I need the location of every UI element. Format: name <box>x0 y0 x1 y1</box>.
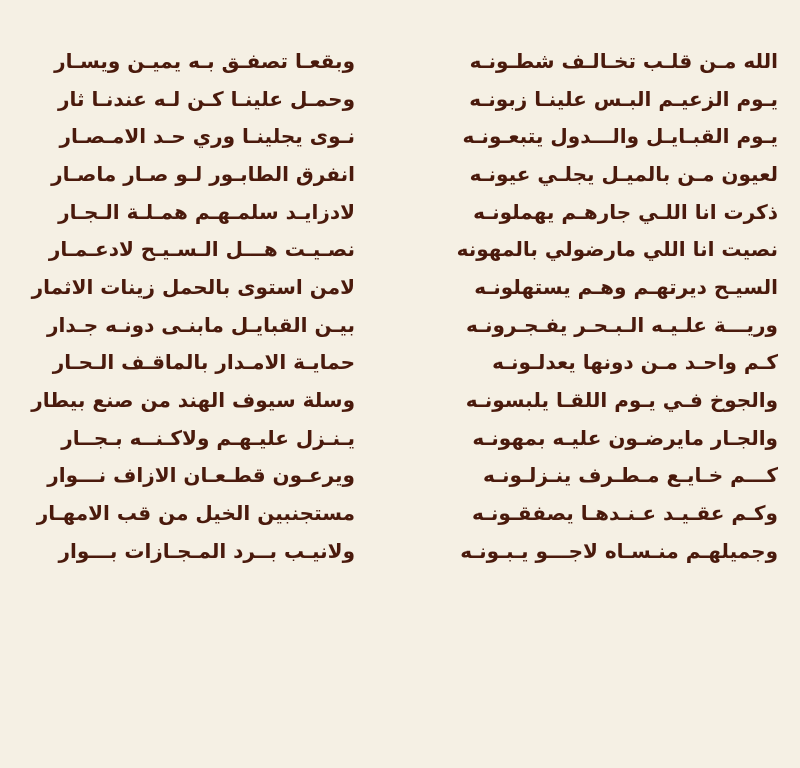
verse-row <box>0 268 800 306</box>
first-hemistich: لعيون مـن بالميـل يجلـي عيونـه <box>469 161 778 186</box>
first-hemistich: السيـح ديرتهـم وهـم يستهلونـه <box>474 274 778 299</box>
verse-row <box>0 494 800 532</box>
second-hemistich: نصـيـت هـــل الـسـيـح لادعـمـار <box>48 237 355 262</box>
verse-row <box>0 155 800 193</box>
second-hemistich: وبقعـا تصفـق بـه يميـن ويسـار <box>54 48 355 73</box>
second-hemistich: ويرعـون قطـعـان الازاف نـــوار <box>47 463 355 488</box>
second-hemistich: نـوى يجلينـا وري حـد الامـصـار <box>59 124 355 149</box>
second-hemistich: ولانيـب بــرد المـجـازات بـــوار <box>58 538 355 563</box>
first-hemistich: والجوخ فـي يـوم اللقـا يلبسونـه <box>465 388 778 413</box>
second-hemistich: حمايـة الامـدار بالماقـف الـحـار <box>52 350 355 375</box>
verse-row <box>0 419 800 457</box>
verse-row <box>0 344 800 382</box>
first-hemistich: ذكرت انا اللـي جارهـم يهملونـه <box>473 199 778 224</box>
first-hemistich: نصيت انا اللي مارضولي بالمهونه <box>456 237 778 262</box>
first-hemistich: والجـار مايرضـون عليـه بمهونـه <box>472 425 778 450</box>
first-hemistich: الله مـن قلـب تخـالـف شطـونـه <box>469 48 778 73</box>
verse-row <box>0 80 800 118</box>
second-hemistich: وسلة سيوف الهند من صنع بيطار <box>31 388 355 413</box>
verse-row <box>0 193 800 231</box>
first-hemistich: وريـــة علـيـه الـبـحـر يفـجـرونـه <box>465 312 778 337</box>
second-hemistich: بيـن القبايـل مابنـى دونـه جـدار <box>47 312 355 337</box>
first-hemistich: كـــم خـايـع مـطـرف ينـزلـونـه <box>483 463 778 488</box>
second-hemistich: يـنـزل عليـهـم ولاكـنــه بـجــار <box>61 425 355 450</box>
second-hemistich: مستجنبين الخيل من قب الامهـار <box>36 501 355 526</box>
verse-row <box>0 457 800 495</box>
first-hemistich: كـم واحـد مـن دونها يعدلـونـه <box>492 350 778 375</box>
second-hemistich: انفرق الطابـور لـو صـار ماصـار <box>51 161 355 186</box>
verse-row <box>0 381 800 419</box>
first-hemistich: يـوم الزعيـم البـس علينـا زبونـه <box>469 86 778 111</box>
second-hemistich: لامن استوى بالحمل زينات الاثمار <box>31 274 355 299</box>
verse-row <box>0 532 800 570</box>
second-hemistich: لادزايـد سلمـهـم همـلـة الـجـار <box>58 199 355 224</box>
first-hemistich: يـوم القبـايـل والـــدول يتبعـونـه <box>462 124 778 149</box>
poem <box>0 42 800 570</box>
first-hemistich: وجميلهـم منـسـاه لاجـــو يـبـونـه <box>460 538 778 563</box>
verse-row <box>0 306 800 344</box>
first-hemistich: وكـم عقـيـد عـنـدهـا يصفقـونـه <box>471 501 778 526</box>
second-hemistich: وحمـل علينـا كـن لـه عندنـا ثار <box>58 86 355 111</box>
verse-row <box>0 230 800 268</box>
verse-row <box>0 117 800 155</box>
verse-row <box>0 42 800 80</box>
